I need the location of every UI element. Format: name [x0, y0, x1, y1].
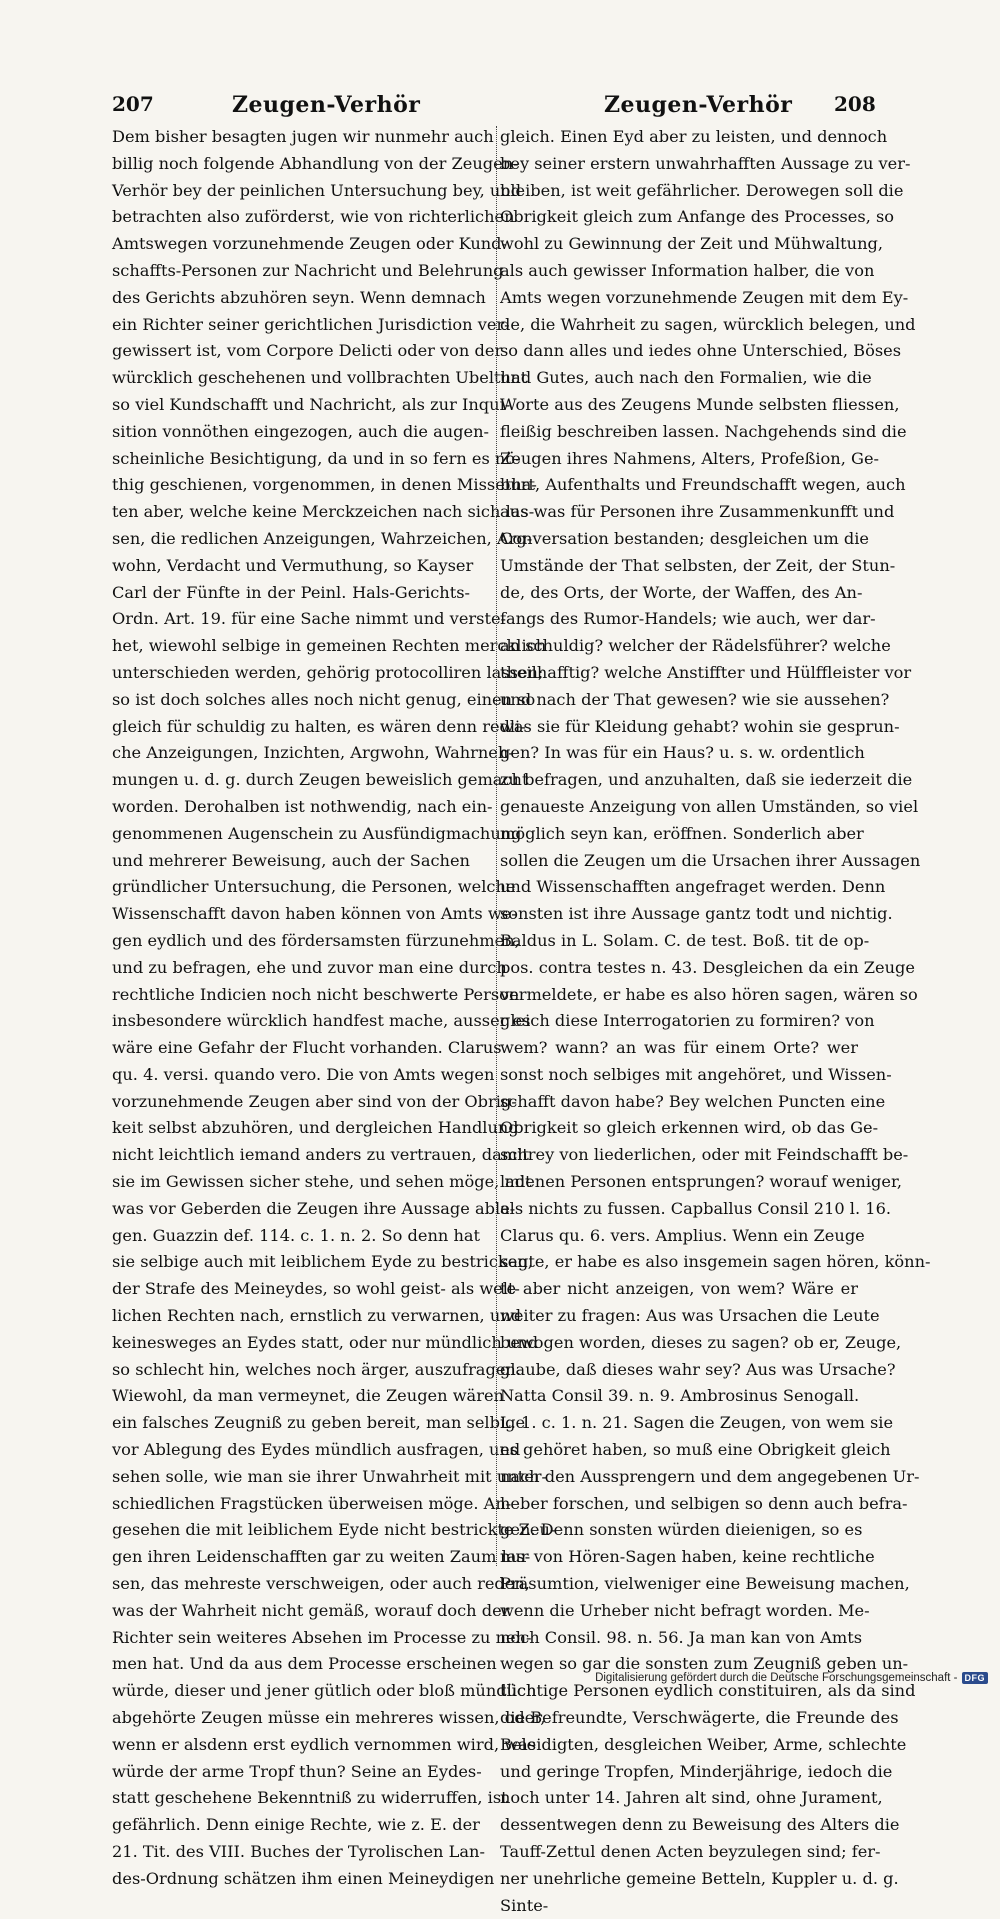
text-line: pos. contra testes n. 43. Desgleichen da ein Zeuge: [500, 957, 916, 977]
text-line: statt geschehene Bekenntniß zu widerruffen, ist: [112, 1788, 508, 1808]
text-line: Worte aus des Zeugens Munde selbsten fliessen,: [500, 394, 900, 414]
text-line: bewogen worden, dieses zu sagen? ob er, Zeuge,: [500, 1332, 902, 1352]
text-line: es gehöret haben, so muß eine Obrigkeit gleich: [500, 1440, 891, 1460]
text-line: und geringe Tropfen, Minderjährige, iedoch die: [500, 1761, 893, 1781]
right-running-title: Zeugen-Verhör: [604, 92, 793, 118]
text-line: und zu befragen, ehe und zuvor man eine durch: [112, 957, 507, 977]
text-line: unterschieden werden, gehörig protocolliren lassen;: [112, 662, 544, 682]
text-line: gen eydlich und des fördersamsten fürzunehmen,: [112, 930, 520, 950]
text-line: vor Ablegung des Eydes mündlich ausfragen, und: [112, 1440, 521, 1460]
text-line: sonsten ist ihre Aussage gantz todt und nichtig.: [500, 904, 893, 924]
text-line: Wissenschafft davon haben können von Amts we-: [112, 904, 517, 924]
text-line: was sie für Kleidung gehabt? wohin sie gesprun-: [500, 716, 900, 736]
text-line: Amts wegen vorzunehmende Zeugen mit dem Ey-: [500, 287, 909, 307]
text-line: gen ihren Leidenschafften gar zu weiten Zaum las-: [112, 1547, 531, 1567]
text-line: schrey von liederlichen, oder mit Feindschafft be-: [500, 1145, 909, 1165]
text-line: Carl der Fünfte in der Peinl. Hals-Gerichts-: [112, 582, 470, 602]
text-line: nach den Aussprengern und dem angegebenen Ur-: [500, 1466, 920, 1486]
digitization-credit: [595, 1668, 988, 1688]
text-line: Tauff-Zettul denen Acten beyzulegen sind; fer-: [500, 1842, 881, 1861]
text-line: billig noch folgende Abhandlung von der Zeugen-: [112, 153, 519, 173]
text-line: dessentwegen denn zu Beweisung des Alters die: [500, 1815, 900, 1835]
text-line: het, wiewohl selbige in gemeinen Rechten mercklich: [112, 636, 547, 656]
credit-text: Digitalisierung gefördert durch die Deutsche Forschungsgemeinschaft -: [595, 1672, 958, 1684]
text-line: würcklich geschehenen und vollbrachten Ubelthat: [112, 368, 528, 388]
text-line: Verhör bey der peinlichen Untersuchung bey, und: [112, 180, 522, 200]
text-line: sen, die redlichen Anzeigungen, Wahrzeichen, Arg-: [112, 528, 533, 548]
text-line: gen. Denn sonsten würden dieienigen, so es: [500, 1520, 863, 1540]
text-line: qu. 4. versi. quando vero. Die von Amts wegen: [112, 1064, 495, 1084]
text-line: gleich diese Interrogatorien zu formiren? von: [500, 1011, 875, 1031]
text-line: Wiewohl, da man vermeynet, die Zeugen wären: [112, 1386, 504, 1406]
text-line: wohl zu Gewinnung der Zeit und Mühwaltung,: [500, 234, 884, 254]
text-line: wegen so gar die sonsten zum Zeugniß geben un-: [500, 1654, 909, 1674]
text-line: bleiben, ist weit gefährlicher. Derowegen soll die: [500, 180, 904, 200]
text-line: Richter sein weiteres Absehen im Processe zu neh-: [112, 1627, 532, 1647]
text-line: und mehrerer Beweisung, auch der Sachen: [112, 850, 470, 870]
text-line: wem? wann? an was für einem Orte? wer: [500, 1038, 858, 1058]
text-line: ladenen Personen entsprungen? worauf weniger,: [500, 1172, 903, 1192]
text-line: 21. Tit. des VIII. Buches der Tyrolischen Lan-: [112, 1842, 485, 1861]
text-line: mungen u. d. g. durch Zeugen beweislich gemacht: [112, 770, 529, 790]
text-line: sition vonnöthen eingezogen, auch die augen-: [112, 421, 489, 441]
text-line: des-Ordnung schätzen ihm einen Meineydigen: [112, 1868, 495, 1888]
text-line: men hat. Und da aus dem Processe erscheinen: [112, 1654, 497, 1674]
text-line: che Anzeigungen, Inzichten, Argwohn, Wahrneh-: [112, 743, 514, 763]
text-line: rechtliche Indicien noch nicht beschwerte Person: [112, 984, 520, 1004]
text-line: nicht leichtlich iemand anders zu vertrauen, damit: [112, 1145, 529, 1165]
text-line: gen? In was für ein Haus? u. s. w. ordentlich: [500, 743, 865, 763]
right-page-number: 208: [834, 92, 876, 116]
left-running-title: Zeugen-Verhör: [232, 92, 421, 118]
text-line: gefährlich. Denn einige Rechte, wie z. E. der: [112, 1815, 480, 1835]
text-line: Baldus in L. Solam. C. de test. Boß. tit de op-: [500, 930, 870, 950]
text-line: Natta Consil 39. n. 9. Ambrosinus Senogall.: [500, 1386, 860, 1406]
text-line: heber forschen, und selbigen so denn auch befra-: [500, 1493, 908, 1513]
text-line: des Gerichts abzuhören seyn. Wenn demnach: [112, 287, 486, 307]
text-line: Präsumtion, vielweniger eine Beweisung machen,: [500, 1574, 910, 1594]
text-line: sagte, er habe es also insgemein sagen hören, könn-: [500, 1252, 931, 1272]
text-line: Obrigkeit gleich zum Anfange des Processes, so: [500, 207, 895, 227]
text-line: würde der arme Tropf thun? Seine an Eydes-: [112, 1761, 482, 1781]
text-line: betrachten also zuförderst, wie von richterlichen: [112, 207, 515, 227]
text-line: als nichts zu fussen. Capballus Consil 210 l. 16.: [500, 1198, 892, 1218]
text-line: wenn er alsdenn erst eydlich vernommen wird, was: [112, 1734, 537, 1754]
text-line: fleißig beschreiben lassen. Nachgehends sind die: [500, 421, 907, 441]
text-line: de, die Wahrheit zu sagen, würcklich belegen, und: [500, 314, 916, 334]
text-line: Conversation bestanden; desgleichen um die: [500, 528, 870, 548]
text-line: bey seiner erstern unwahrhafften Aussage zu ver-: [500, 153, 911, 173]
text-line: worden. Derohalben ist nothwendig, nach ein-: [112, 796, 493, 816]
text-line: sie im Gewissen sicher stehe, und sehen möge, mit: [112, 1172, 532, 1192]
text-line: Obrigkeit so gleich erkennen wird, ob das Ge-: [500, 1118, 879, 1138]
text-line: te aber nicht anzeigen, von wem? Wäre er: [500, 1279, 858, 1299]
text-line: Beleidigten, desgleichen Weiber, Arme, schlechte: [500, 1734, 907, 1754]
text-line: die Befreundte, Verschwägerte, die Freunde des: [500, 1708, 899, 1728]
text-line: sie selbige auch mit leiblichem Eyde zu bestricken,: [112, 1252, 533, 1272]
text-line: weiter zu fragen: Aus was Ursachen die Leute: [500, 1306, 880, 1326]
text-line: so viel Kundschafft und Nachricht, als zur Inqui-: [112, 394, 511, 414]
text-line: der Strafe des Meineydes, so wohl geist- als welt-: [112, 1279, 520, 1299]
text-line: würde, dieser und jener gütlich oder bloß mündlich: [112, 1681, 537, 1701]
text-line: Clarus qu. 6. vers. Amplius. Wenn ein Zeuge: [500, 1225, 865, 1245]
text-line: und Gutes, auch nach den Formalien, wie die: [500, 368, 872, 388]
text-line: möglich seyn kan, eröffnen. Sonderlich aber: [500, 823, 864, 843]
text-line: genaueste Anzeigung von allen Umständen, so viel: [500, 796, 919, 816]
text-line: wenn die Urheber nicht befragt worden. Me-: [500, 1600, 870, 1620]
text-line: noch Consil. 98. n. 56. Ja man kan von Amts: [500, 1627, 863, 1647]
text-line: lichen Rechten nach, ernstlich zu verwarnen, und: [112, 1306, 522, 1326]
text-line: abgehörte Zeugen müsse ein mehreres wissen, oder,: [112, 1708, 546, 1728]
text-line: L. 1. c. 1. n. 21. Sagen die Zeugen, von wem sie: [500, 1413, 894, 1433]
text-line: wohn, Verdacht und Vermuthung, so Kayser: [112, 555, 474, 575]
text-line: zu befragen, und anzuhalten, daß sie iederzeit die: [500, 770, 913, 790]
text-line: gesehen die mit leiblichem Eyde nicht bestrickte Zeu-: [112, 1520, 556, 1540]
text-line: als auch gewisser Information halber, die von: [500, 260, 875, 280]
dfg-logo-icon: DFG: [962, 1672, 989, 1684]
text-line: und nach der That gewesen? wie sie aussehen?: [500, 689, 890, 709]
text-line: gleich für schuldig zu halten, es wären denn redli-: [112, 716, 526, 736]
text-line: burt, Aufenthalts und Freundschafft wegen, auch: [500, 475, 906, 495]
text-line: keit selbst abzuhören, und dergleichen Handlung: [112, 1118, 519, 1138]
text-line: ein Richter seiner gerichtlichen Jurisdiction ver-: [112, 314, 510, 334]
text-line: sen, das mehreste verschweigen, oder auch reden,: [112, 1574, 530, 1594]
text-line: gründlicher Untersuchung, die Personen, welche: [112, 877, 516, 897]
text-line: so dann alles und iedes ohne Unterschied, Böses: [500, 341, 902, 361]
text-line: sollen die Zeugen um die Ursachen ihrer Aussagen: [500, 850, 921, 870]
text-line: fangs des Rumor-Handels; wie auch, wer dar-: [500, 609, 876, 629]
text-line: theilhafftig? welche Anstiffter und Hülffleister vor: [500, 662, 912, 682]
text-line: de, des Orts, der Worte, der Waffen, des An-: [500, 582, 863, 602]
text-line: scheinliche Besichtigung, da und in so fern es nö-: [112, 448, 521, 468]
text-line: ten aber, welche keine Merckzeichen nach sich las-: [112, 502, 535, 522]
text-line: noch unter 14. Jahren alt sind, ohne Jurament,: [500, 1788, 883, 1808]
text-line: ner unehrliche gemeine Betteln, Kuppler u. d. g.: [500, 1868, 899, 1888]
left-text-column: [112, 124, 556, 1888]
text-line: tüchtige Personen eydlich constituiren, als da sind: [500, 1681, 916, 1701]
text-line: glaube, daß dieses wahr sey? Aus was Ursache?: [500, 1359, 896, 1379]
text-line: was der Wahrheit nicht gemäß, worauf doch der: [112, 1600, 510, 1620]
text-line: Amtswegen vorzunehmende Zeugen oder Kund-: [112, 234, 508, 254]
text-line: Ordn. Art. 19. für eine Sache nimmt und verste-: [112, 609, 507, 629]
text-line: wäre eine Gefahr der Flucht vorhanden. Clarus: [112, 1038, 502, 1058]
text-line: gewissert ist, vom Corpore Delicti oder von der: [112, 341, 503, 361]
column-divider: [496, 126, 497, 1566]
text-line: so schlecht hin, welches noch ärger, auszufragen.: [112, 1359, 521, 1379]
text-line: schiedlichen Fragstücken überweisen möge. An-: [112, 1493, 512, 1513]
text-line: ein falsches Zeugniß zu geben bereit, man selbige: [112, 1413, 526, 1433]
text-line: Zeugen ihres Nahmens, Alters, Profeßion, Ge-: [500, 448, 879, 468]
text-line: genommenen Augenschein zu Ausfündigmachung: [112, 823, 522, 843]
text-line: insbesondere würcklich handfest mache, ausser es: [112, 1011, 531, 1031]
text-line: und Wissenschafften angefraget werden. Denn: [500, 877, 886, 897]
text-line: Sinte-: [500, 1895, 549, 1915]
left-page-number: 207: [112, 92, 154, 116]
text-line: nur von Hören-Sagen haben, keine rechtliche: [500, 1547, 875, 1567]
text-line: Umstände der That selbsten, der Zeit, der Stun-: [500, 555, 896, 575]
text-line: thig geschienen, vorgenommen, in denen Missetha-: [112, 475, 537, 495]
text-line: Dem bisher besagten jugen wir nunmehr auch: [112, 127, 494, 146]
text-line: gen. Guazzin def. 114. c. 1. n. 2. So denn hat: [112, 1225, 481, 1245]
text-line: sonst noch selbiges mit angehöret, und Wissen-: [500, 1064, 892, 1084]
text-line: so ist doch solches alles noch nicht genug, einen so: [112, 689, 536, 709]
text-line: schaffts-Personen zur Nachricht und Belehrung: [112, 260, 504, 280]
text-line: an schuldig? welcher der Rädelsführer? welche: [500, 636, 891, 656]
text-line: keinesweges an Eydes statt, oder nur mündlich und: [112, 1332, 539, 1352]
text-line: was vor Geberden die Zeugen ihre Aussage able-: [112, 1198, 516, 1218]
text-line: schafft davon habe? Bey welchen Puncten eine: [500, 1091, 886, 1111]
text-line: vermeldete, er habe es also hören sagen, wären so: [500, 984, 918, 1004]
text-line: sehen solle, wie man sie ihrer Unwahrheit mit unter-: [112, 1466, 547, 1486]
text-line: gleich. Einen Eyd aber zu leisten, und dennoch: [500, 127, 888, 146]
text-line: vorzunehmende Zeugen aber sind von der Obrig-: [112, 1091, 517, 1111]
text-line: aus was für Personen ihre Zusammenkunfft und: [500, 502, 895, 522]
